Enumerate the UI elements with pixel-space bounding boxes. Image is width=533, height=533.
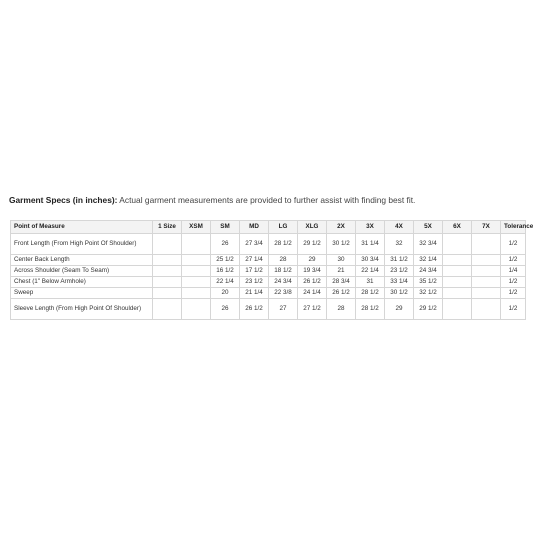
- table-cell: 23 1/2: [385, 266, 414, 277]
- column-header: Tolerance: [501, 221, 526, 234]
- table-cell: [472, 255, 501, 266]
- table-cell: [182, 288, 211, 299]
- table-cell: [182, 234, 211, 255]
- table-cell: 28 3/4: [327, 277, 356, 288]
- garment-specs-heading: [9, 195, 529, 206]
- measure-label: Sweep: [11, 288, 153, 299]
- table-cell: 1/2: [501, 234, 526, 255]
- table-cell: [472, 277, 501, 288]
- table-cell: [443, 299, 472, 320]
- table-cell: 24 3/4: [414, 266, 443, 277]
- column-header: Point of Measure: [11, 221, 153, 234]
- table-cell: 32: [385, 234, 414, 255]
- table-cell: 27 3/4: [240, 234, 269, 255]
- table-cell: [443, 255, 472, 266]
- table-cell: [443, 266, 472, 277]
- table-cell: 24 3/4: [269, 277, 298, 288]
- column-header: 4X: [385, 221, 414, 234]
- table-cell: 1/2: [501, 255, 526, 266]
- table-cell: 31 1/4: [356, 234, 385, 255]
- table-cell: [153, 277, 182, 288]
- table-cell: 30 1/2: [327, 234, 356, 255]
- table-cell: 28 1/2: [356, 288, 385, 299]
- table-cell: 22 1/4: [211, 277, 240, 288]
- column-header: MD: [240, 221, 269, 234]
- table-cell: 21 1/4: [240, 288, 269, 299]
- measure-label: Center Back Length: [11, 255, 153, 266]
- column-header: 5X: [414, 221, 443, 234]
- column-header: 7X: [472, 221, 501, 234]
- column-header: XLG: [298, 221, 327, 234]
- garment-specs-table: [10, 220, 533, 320]
- table-row: [11, 277, 526, 288]
- table-cell: 1/2: [501, 288, 526, 299]
- table-cell: 23 1/2: [240, 277, 269, 288]
- table-cell: 26 1/2: [240, 299, 269, 320]
- table-cell: 30: [327, 255, 356, 266]
- table-cell: [153, 288, 182, 299]
- table-cell: [443, 234, 472, 255]
- table-header-row: [11, 221, 526, 234]
- table-cell: 21: [327, 266, 356, 277]
- table-cell: 20: [211, 288, 240, 299]
- table-cell: 27 1/4: [240, 255, 269, 266]
- table-cell: 28 1/2: [356, 299, 385, 320]
- table-cell: [182, 299, 211, 320]
- table-cell: 17 1/2: [240, 266, 269, 277]
- table-cell: 30 3/4: [356, 255, 385, 266]
- table-cell: 29 1/2: [298, 234, 327, 255]
- table-cell: 26 1/2: [327, 288, 356, 299]
- table-cell: 32 1/4: [414, 255, 443, 266]
- table-cell: 32 1/2: [414, 288, 443, 299]
- table-cell: 29: [298, 255, 327, 266]
- column-header: 2X: [327, 221, 356, 234]
- table-cell: 29: [385, 299, 414, 320]
- table-cell: [153, 255, 182, 266]
- table-cell: [182, 266, 211, 277]
- heading-title: Garment Specs (in inches):: [9, 195, 118, 205]
- measure-label: Sleeve Length (From High Point Of Shoulder): [11, 299, 153, 320]
- measure-label: Chest (1" Below Armhole): [11, 277, 153, 288]
- table-cell: [182, 255, 211, 266]
- table-cell: 28: [269, 255, 298, 266]
- column-header: XSM: [182, 221, 211, 234]
- table-cell: [472, 234, 501, 255]
- table-cell: 28: [327, 299, 356, 320]
- measure-label: Across Shoulder (Seam To Seam): [11, 266, 153, 277]
- column-header: 6X: [443, 221, 472, 234]
- table-cell: 25 1/2: [211, 255, 240, 266]
- table-cell: [153, 299, 182, 320]
- column-header: SM: [211, 221, 240, 234]
- column-header: LG: [269, 221, 298, 234]
- table-cell: 28 1/2: [269, 234, 298, 255]
- measure-label: Front Length (From High Point Of Shoulder): [11, 234, 153, 255]
- table-row: [11, 288, 526, 299]
- column-header: 1 Size: [153, 221, 182, 234]
- table-cell: 27 1/2: [298, 299, 327, 320]
- table-cell: 22 1/4: [356, 266, 385, 277]
- table-row: [11, 234, 526, 255]
- table-cell: [472, 299, 501, 320]
- table-cell: 31 1/2: [385, 255, 414, 266]
- table-cell: 26 1/2: [298, 277, 327, 288]
- table-cell: 32 3/4: [414, 234, 443, 255]
- table-cell: 16 1/2: [211, 266, 240, 277]
- table-cell: 22 3/8: [269, 288, 298, 299]
- table-cell: [153, 266, 182, 277]
- table-cell: 26: [211, 234, 240, 255]
- table-cell: 19 3/4: [298, 266, 327, 277]
- table-cell: 18 1/2: [269, 266, 298, 277]
- heading-description: Actual garment measurements are provided to further assist with finding best fit.: [117, 195, 416, 205]
- table-cell: [153, 234, 182, 255]
- table-cell: 1/4: [501, 266, 526, 277]
- table-cell: [443, 277, 472, 288]
- table-cell: [443, 288, 472, 299]
- table-cell: 27: [269, 299, 298, 320]
- table-cell: 1/2: [501, 299, 526, 320]
- table-cell: 24 1/4: [298, 288, 327, 299]
- table-cell: [182, 277, 211, 288]
- column-header: 3X: [356, 221, 385, 234]
- table-cell: [472, 266, 501, 277]
- table-cell: 35 1/2: [414, 277, 443, 288]
- table-row: [11, 299, 526, 320]
- table-row: [11, 266, 526, 277]
- table-row: [11, 255, 526, 266]
- table-cell: 33 1/4: [385, 277, 414, 288]
- table-cell: 31: [356, 277, 385, 288]
- table-cell: 1/2: [501, 277, 526, 288]
- table-cell: [472, 288, 501, 299]
- table-cell: 30 1/2: [385, 288, 414, 299]
- table-cell: 29 1/2: [414, 299, 443, 320]
- table-cell: 26: [211, 299, 240, 320]
